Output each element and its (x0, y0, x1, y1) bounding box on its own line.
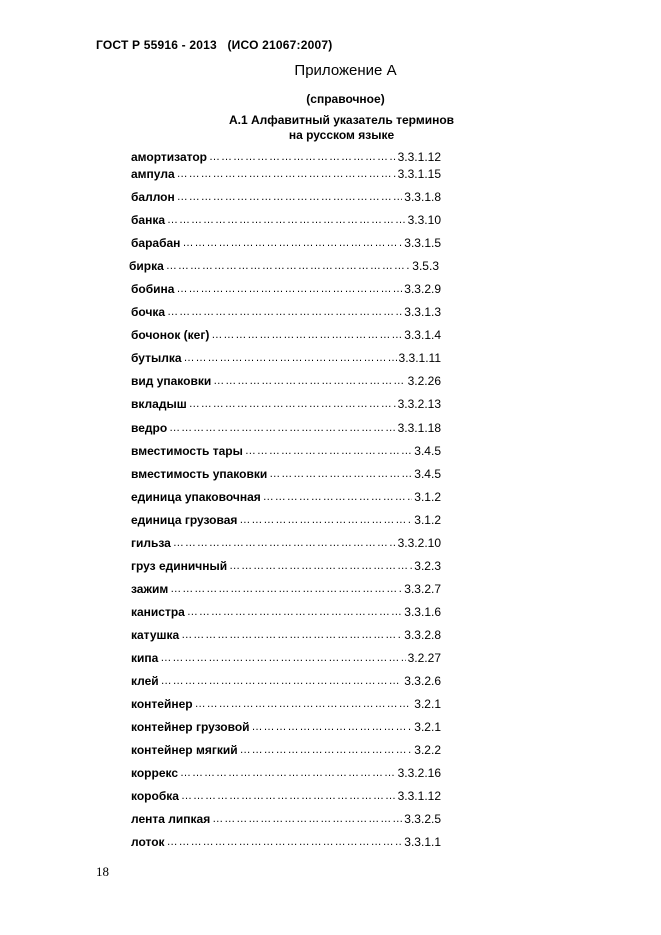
index-reference: 3.3.1.4 (404, 328, 441, 343)
index-term: бутылка (131, 351, 182, 366)
index-entry (131, 535, 441, 551)
index-entry (131, 443, 441, 459)
index-term: вместимость тары (131, 443, 243, 458)
index-term: коррекс (131, 766, 179, 781)
index-reference: 3.3.10 (407, 213, 441, 228)
index-entry (131, 742, 441, 758)
index-entry (131, 189, 441, 205)
appendix-title-text: Приложение А (294, 62, 397, 79)
index-reference: 3.5.3 (412, 259, 439, 274)
index-term: клей (131, 674, 159, 689)
index-reference: 3.3.2.7 (404, 581, 441, 596)
index-term: контейнер грузовой (131, 720, 250, 735)
index-term: единица грузовая (131, 512, 238, 527)
dot-leader (195, 696, 413, 712)
index-term: бобина (131, 282, 175, 297)
index-term: кипа (131, 651, 159, 665)
index-entry (131, 581, 441, 597)
dot-leader (252, 719, 413, 735)
index-reference: 3.2.1 (414, 720, 441, 735)
index-reference: 3.3.1.11 (398, 351, 441, 366)
dot-leader (167, 304, 402, 320)
index-reference: 3.3.1.18 (397, 420, 441, 435)
index-reference: 3.2.2 (414, 743, 441, 758)
index-reference: 3.4.5 (414, 466, 441, 481)
index-term: катушка (131, 627, 180, 642)
dot-leader (182, 235, 402, 251)
index-entry (131, 489, 441, 505)
dot-leader (160, 650, 405, 666)
page-number: 18 (96, 864, 109, 879)
index-entry (131, 304, 441, 320)
index-entry (131, 396, 441, 412)
index-entry (131, 696, 441, 712)
dot-leader (263, 489, 413, 505)
dot-leader (166, 258, 410, 274)
index-term: амортизатор (131, 150, 208, 164)
index-entry (131, 650, 441, 666)
index-entry (131, 811, 441, 827)
index-term: ведро (131, 420, 168, 435)
dot-leader (209, 149, 396, 165)
dot-leader (170, 581, 402, 597)
index-reference: 3.3.2.9 (404, 282, 441, 297)
index-reference: 3.2.1 (414, 697, 441, 712)
index-reference: 3.2.3 (414, 558, 441, 573)
dot-leader (245, 443, 412, 459)
dot-leader (240, 742, 413, 758)
dot-leader (167, 212, 406, 228)
index-entry (131, 466, 441, 482)
dot-leader (180, 765, 396, 781)
dot-leader (176, 281, 402, 297)
index-entry (131, 512, 441, 528)
index-title (0, 113, 661, 143)
index-entry (131, 212, 441, 228)
dot-leader (177, 189, 403, 205)
index-title-line2: на русском языке (288, 128, 395, 142)
index-entry (131, 327, 441, 343)
index-entry (131, 235, 441, 251)
index-entry (131, 149, 441, 165)
dot-leader (211, 327, 402, 343)
index-term: зажим (131, 581, 169, 596)
dot-leader (212, 811, 402, 827)
index-reference: 3.2.27 (407, 651, 441, 665)
index-term: гильза (131, 535, 171, 550)
index-reference: 3.3.1.12 (397, 789, 441, 804)
dot-leader (181, 788, 396, 804)
index-entry (131, 604, 441, 620)
index-entry (129, 258, 439, 274)
index-reference: 3.4.5 (414, 443, 441, 458)
dot-leader (239, 512, 412, 528)
index-reference: 3.1.2 (414, 512, 441, 527)
index-term: вид упаковки (131, 374, 212, 389)
dot-leader (229, 558, 412, 574)
dot-leader (269, 466, 412, 482)
index-entry (131, 788, 441, 804)
index-entry (131, 719, 441, 735)
index-term: груз единичный (131, 558, 228, 573)
dot-leader (167, 834, 403, 850)
index-term: баллон (131, 190, 175, 204)
dot-leader (169, 420, 395, 436)
dot-leader (213, 373, 405, 389)
index-reference: 3.3.1.1 (404, 835, 441, 850)
index-entry (131, 281, 441, 297)
document-header: ГОСТ Р 55916 - 2013 (ИСО 21067:2007) (96, 38, 333, 52)
index-reference: 3.3.1.8 (404, 190, 441, 204)
index-reference: 3.3.1.3 (404, 305, 441, 320)
index-entry (131, 765, 441, 781)
index-term: бочонок (кег) (131, 328, 210, 343)
index-term: контейнер (131, 697, 193, 712)
appendix-subtitle-text: (справочное) (306, 92, 385, 106)
dot-leader (177, 166, 396, 182)
index-reference: 3.2.26 (407, 374, 441, 389)
index-entry (131, 673, 441, 689)
appendix-title (0, 62, 661, 79)
index-term: контейнер мягкий (131, 743, 238, 758)
index-reference: 3.3.2.6 (404, 674, 441, 689)
index-reference: 3.3.1.15 (397, 167, 441, 181)
index-reference: 3.3.1.6 (404, 604, 441, 619)
index-reference: 3.3.2.13 (397, 397, 441, 412)
dot-leader (161, 673, 403, 689)
index-term: канистра (131, 604, 185, 619)
dot-leader (187, 604, 402, 620)
dot-leader (184, 350, 397, 366)
index-entry (131, 373, 441, 389)
index-entry (131, 627, 441, 643)
index-term: барабан (131, 236, 181, 251)
index-reference: 3.3.1.5 (404, 236, 441, 251)
index-reference: 3.3.2.5 (404, 812, 441, 827)
index-reference: 3.3.2.10 (397, 535, 441, 550)
index-term: бирка (129, 259, 164, 274)
index-term: лента липкая (131, 812, 211, 827)
index-entry (131, 166, 441, 182)
index-term: вместимость упаковки (131, 466, 268, 481)
dot-leader (181, 627, 402, 643)
dot-leader (173, 535, 396, 551)
index-term: единица упаковочная (131, 489, 261, 504)
index-entry (131, 834, 441, 850)
index-reference: 3.3.2.8 (404, 627, 441, 642)
dot-leader (189, 396, 396, 412)
index-reference: 3.1.2 (414, 489, 441, 504)
index-reference: 3.3.1.12 (397, 150, 441, 164)
index-term: лоток (131, 835, 165, 850)
index-term: ампула (131, 167, 175, 181)
index-term: банка (131, 213, 166, 228)
index-title-line1: А.1 Алфавитный указатель терминов (228, 113, 455, 127)
index-term: вкладыш (131, 397, 187, 412)
index-term: коробка (131, 789, 179, 804)
index-term: бочка (131, 305, 166, 320)
index-entry (131, 350, 441, 366)
index-reference: 3.3.2.16 (397, 766, 441, 781)
index-entry (131, 420, 441, 436)
appendix-subtitle (0, 92, 661, 106)
index-entry (131, 558, 441, 574)
